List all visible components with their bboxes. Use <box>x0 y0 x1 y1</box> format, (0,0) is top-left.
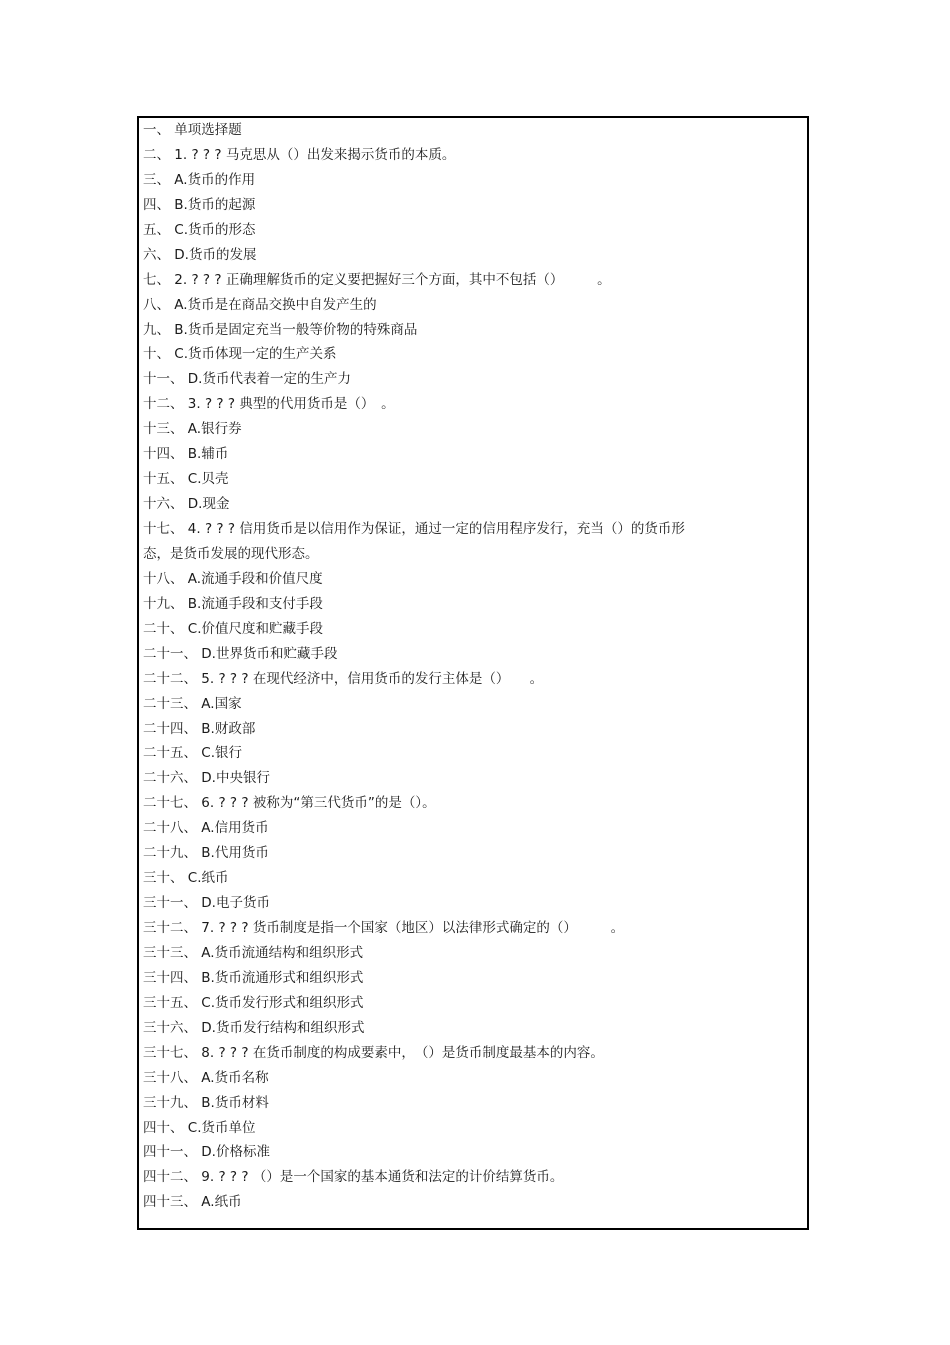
text-line: 四十、 C.货币单位 <box>143 1119 256 1136</box>
text-line: 二十六、 D.中央银行 <box>143 770 270 787</box>
text-line: 三十、 C.纸币 <box>143 870 229 887</box>
text-line: 二、 1. ? ? ? 马克思从（）出发来揭示货币的本质。 <box>143 146 456 163</box>
text-line: 十九、 B.流通手段和支付手段 <box>143 595 323 612</box>
text-line: 二十一、 D.世界货币和贮藏手段 <box>143 645 338 662</box>
text-line: 十四、 B.辅币 <box>143 446 229 463</box>
text-line: 四十一、 D.价格标准 <box>143 1144 270 1161</box>
text-line: 八、 A.货币是在商品交换中自发产生的 <box>143 296 377 313</box>
text-line: 三十六、 D.货币发行结构和组织形式 <box>143 1019 365 1036</box>
text-line: 二十八、 A.信用货币 <box>143 820 269 837</box>
text-line: 六、 D.货币的发展 <box>143 246 257 263</box>
text-line: 三十九、 B.货币材料 <box>143 1094 269 1111</box>
text-line-continuation: 态，是货币发展的现代形态。 <box>143 545 319 562</box>
text-line: 十二、 3. ? ? ? 典型的代用货币是（） 。 <box>143 396 395 413</box>
text-line: 四十三、 A.纸币 <box>143 1194 242 1211</box>
text-line: 一、 单项选择题 <box>143 122 242 138</box>
text-line: 二十七、 6. ? ? ? 被称为“第三代货币”的是（）。 <box>143 795 436 812</box>
text-line: 四十二、 9. ? ? ? （）是一个国家的基本通货和法定的计价结算货币。 <box>143 1169 564 1186</box>
text-line: 二十三、 A.国家 <box>143 695 242 712</box>
text-line: 三十三、 A.货币流通结构和组织形式 <box>143 944 364 961</box>
text-line: 三十七、 8. ? ? ? 在货币制度的构成要素中， （）是货币制度最基本的内容。 <box>143 1044 604 1061</box>
text-line: 七、 2. ? ? ? 正确理解货币的定义要把握好三个方面，其中不包括（） 。 <box>143 271 611 288</box>
text-line: 十五、 C.贝壳 <box>143 471 229 488</box>
text-line: 十八、 A.流通手段和价值尺度 <box>143 570 323 587</box>
text-line: 三、 A.货币的作用 <box>143 171 256 188</box>
text-line: 四、 B.货币的起源 <box>143 196 256 213</box>
text-line: 三十一、 D.电子货币 <box>143 895 270 912</box>
text-line: 十一、 D.货币代表着一定的生产力 <box>143 371 351 388</box>
text-line: 十七、 4. ? ? ? 信用货币是以信用作为保证，通过一定的信用程序发行，充当（）的货币形 <box>143 521 685 537</box>
question-list <box>143 118 763 1215</box>
text-line: 三十二、 7. ? ? ? 货币制度是指一个国家（地区）以法律形式确定的（） 。 <box>143 920 625 936</box>
text-line: 十六、 D.现金 <box>143 496 230 513</box>
text-line: 二十四、 B.财政部 <box>143 720 256 737</box>
text-line: 二十、 C.价值尺度和贮藏手段 <box>143 620 324 637</box>
text-line: 二十五、 C.银行 <box>143 745 243 762</box>
text-line: 十三、 A.银行券 <box>143 421 242 438</box>
text-line: 九、 B.货币是固定充当一般等价物的特殊商品 <box>143 321 418 338</box>
text-line: 五、 C.货币的形态 <box>143 221 256 238</box>
text-line: 三十四、 B.货币流通形式和组织形式 <box>143 969 364 986</box>
text-line: 十、 C.货币体现一定的生产关系 <box>143 346 337 363</box>
text-line: 二十二、 5. ? ? ? 在现代经济中，信用货币的发行主体是（） 。 <box>143 670 544 687</box>
text-line: 三十八、 A.货币名称 <box>143 1069 269 1086</box>
text-line: 三十五、 C.货币发行形式和组织形式 <box>143 994 364 1011</box>
text-line: 二十九、 B.代用货币 <box>143 845 269 862</box>
